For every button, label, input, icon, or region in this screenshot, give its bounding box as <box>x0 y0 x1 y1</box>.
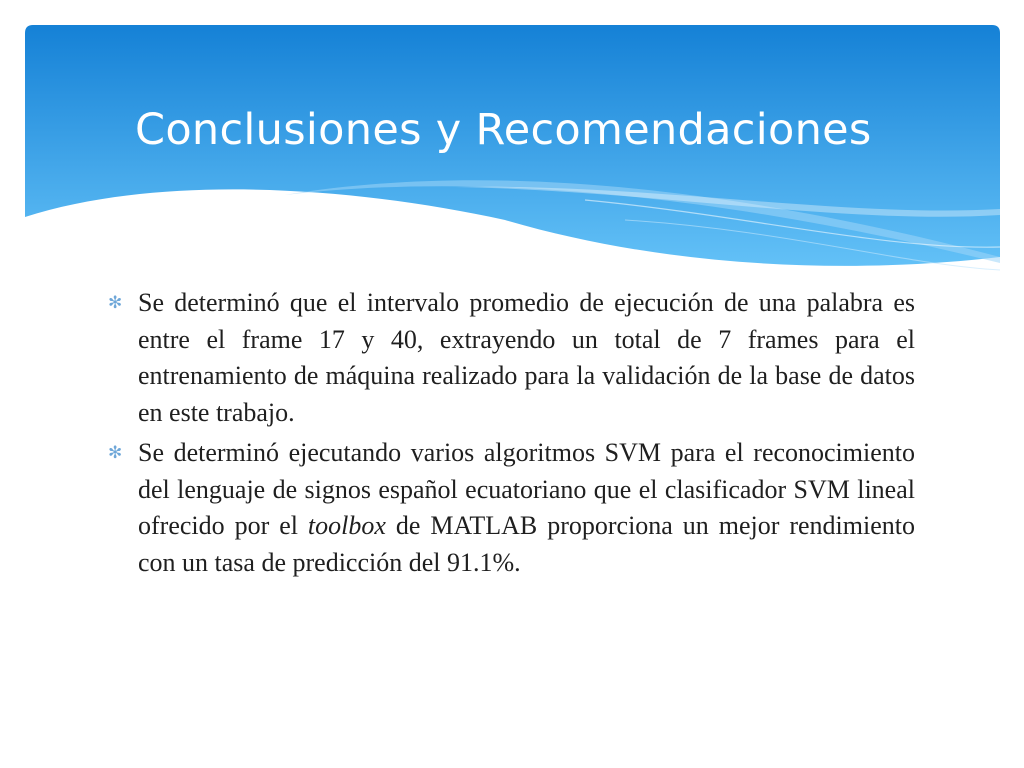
list-item <box>108 435 915 581</box>
bullet-text: Se determinó ejecutando varios algoritmos SVM para el reconocimiento del lenguaje de signos español ecuatoriano que el clasificador SVM lineal ofrecido por el <box>138 438 915 540</box>
header-banner <box>25 25 1000 285</box>
asterisk-icon: ✻ <box>108 293 123 313</box>
bullet-text: Se determinó que el intervalo promedio de ejecución de una palabra es entre el frame 17 y 40, extrayendo un total de 7 frames para el entrenamiento de máquina realizado para la validación de la base de datos en este trabajo. <box>138 288 915 427</box>
bullet-italic-term: toolbox <box>307 511 386 540</box>
bullet-list <box>108 285 915 585</box>
bullet-text-end: de MATLAB proporciona un mejor rendimiento con un tasa de predicción del 91.1%. <box>138 511 915 577</box>
slide-title: Conclusiones y Recomendaciones <box>135 105 872 155</box>
list-item <box>108 285 915 431</box>
header-wave-graphic <box>25 25 1000 285</box>
asterisk-icon: ✻ <box>108 443 123 463</box>
